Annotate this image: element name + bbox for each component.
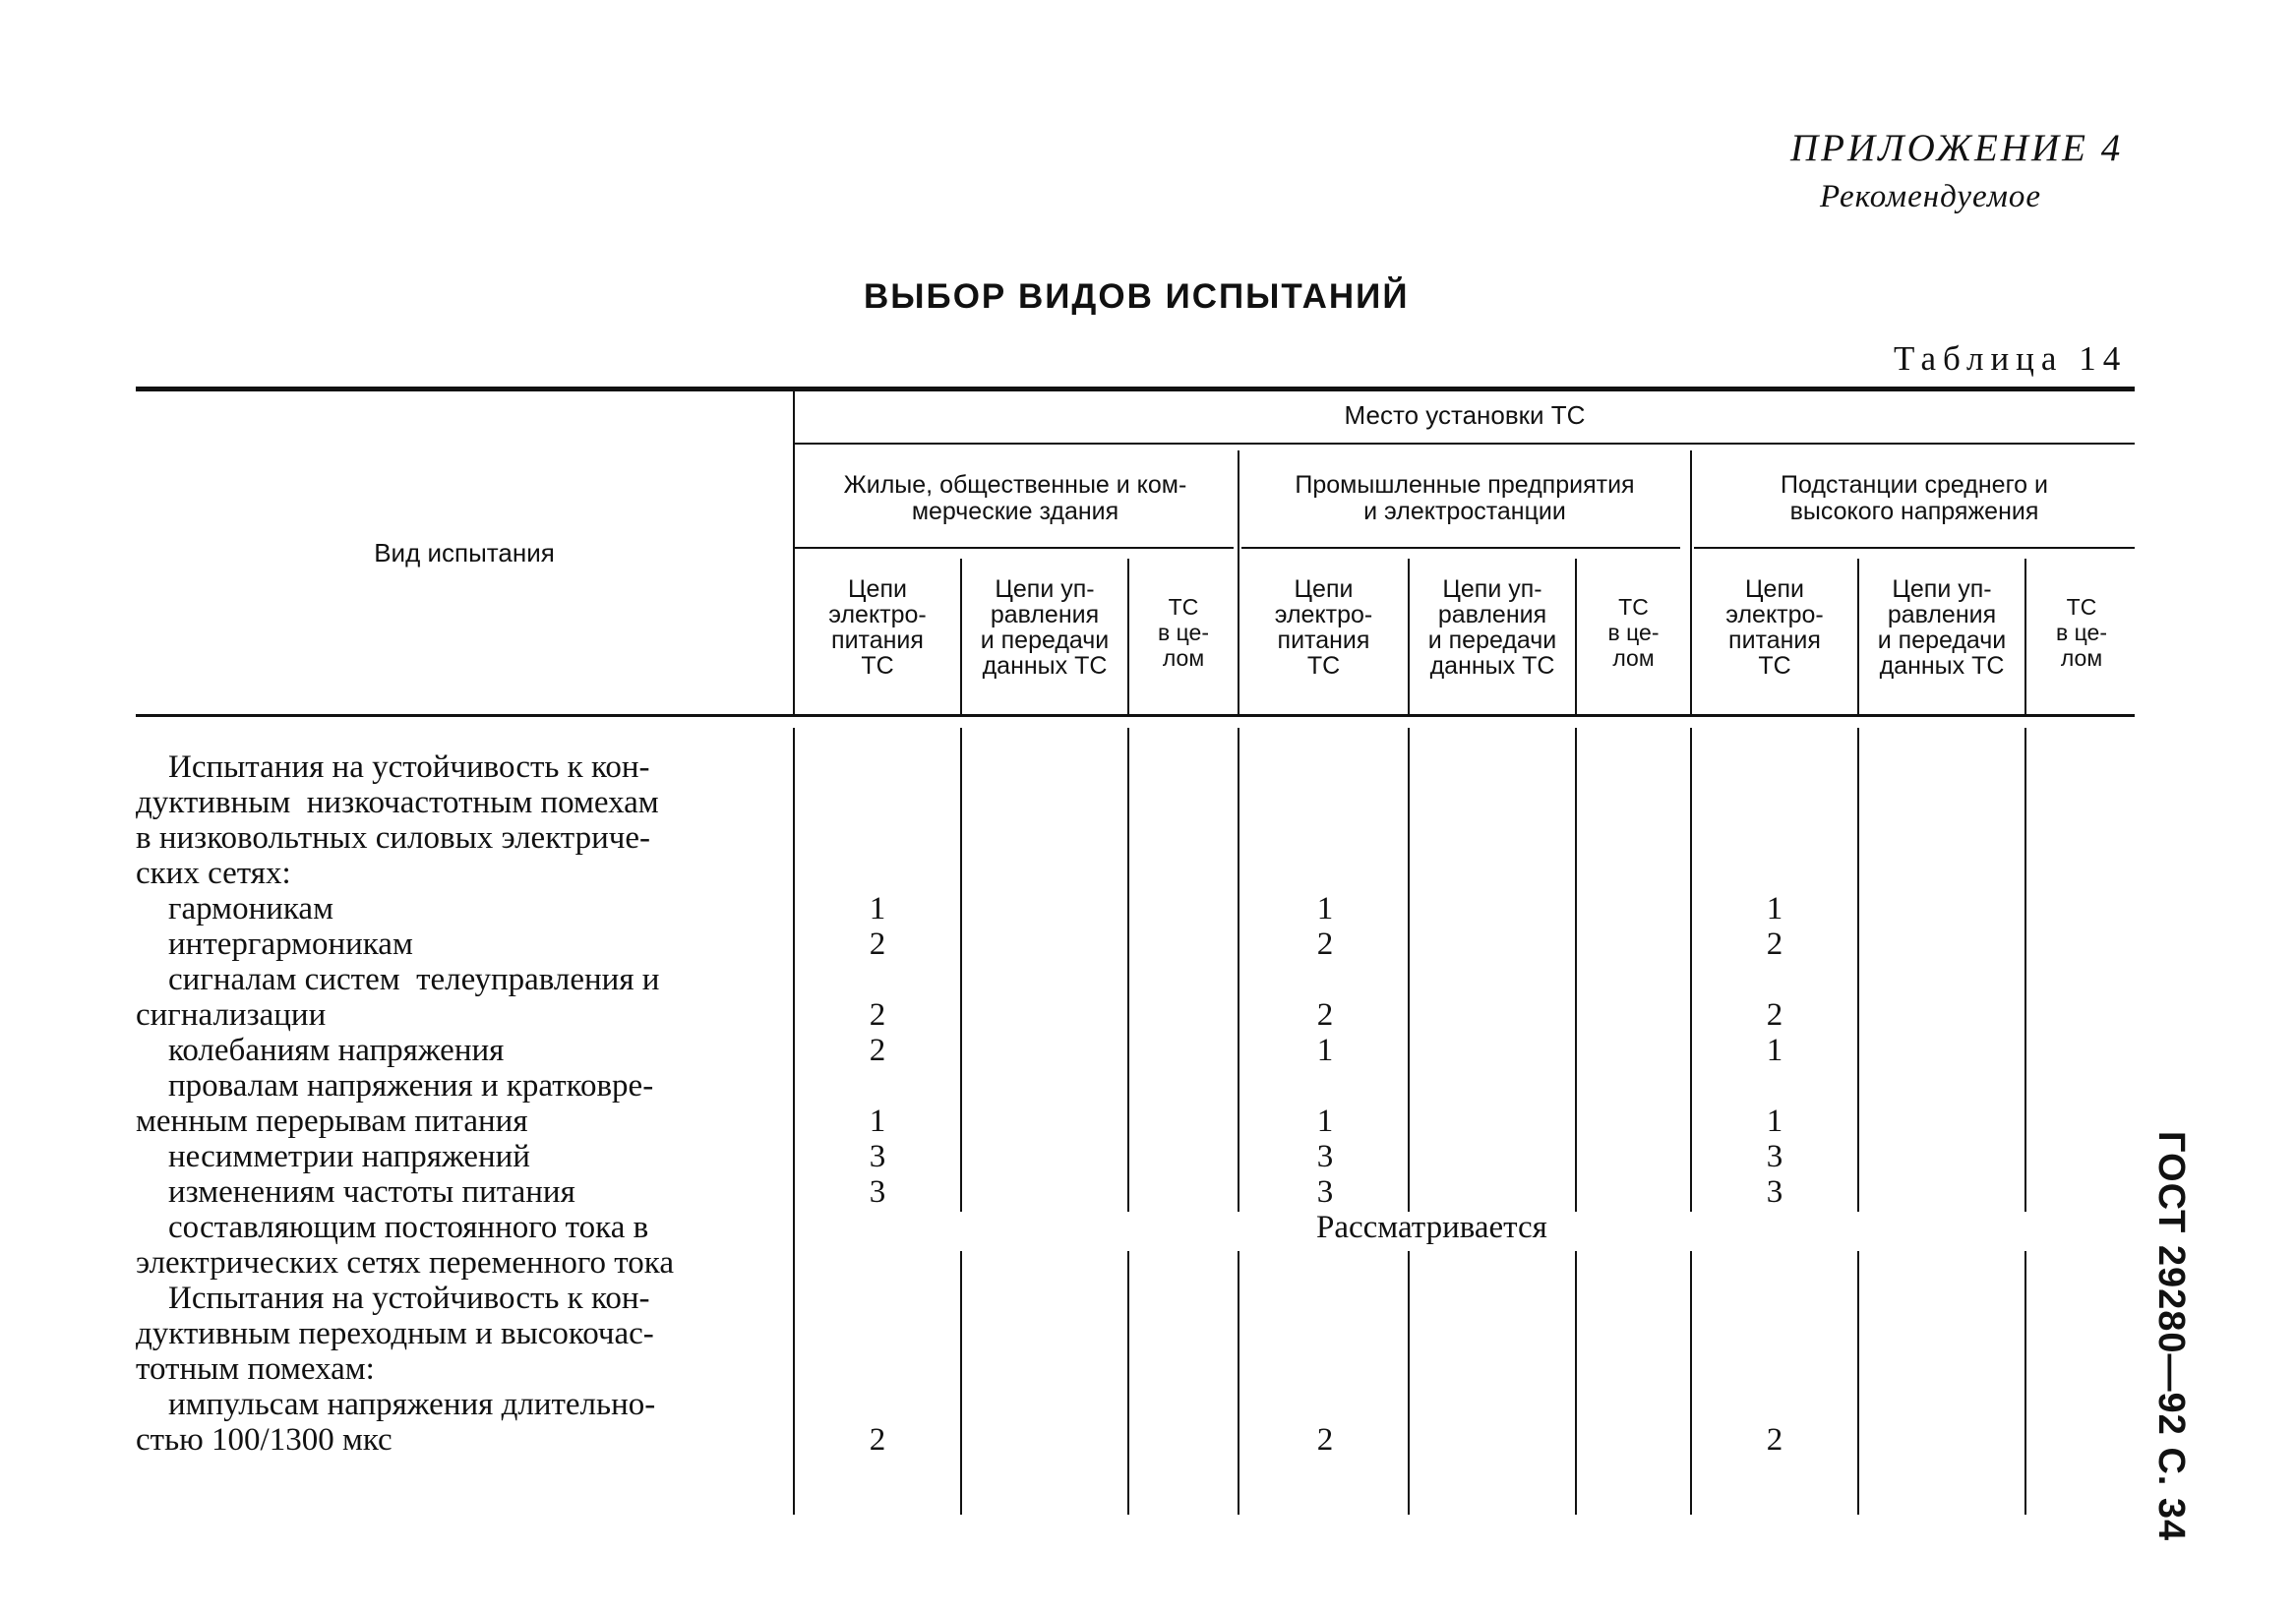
body-line: гармоникам [136, 891, 333, 926]
subcol-header-2-power: Цепи электро- питания ТС [1274, 575, 1373, 680]
value-cell: 2 [1766, 997, 1783, 1033]
value-cell: 2 [1316, 1422, 1334, 1458]
header-bottom-rule [136, 714, 2135, 717]
body-divider-3a-lower [1857, 1251, 1859, 1515]
body-divider-loc-1-lower [1238, 1251, 1239, 1515]
appendix-label: ПРИЛОЖЕНИЕ 4 [1790, 127, 2124, 169]
body-divider-main [793, 728, 795, 1515]
body-line: электрических сетях переменного тока [136, 1245, 674, 1281]
body-divider-loc-1 [1238, 728, 1239, 1212]
value-cell: 1 [1766, 1104, 1783, 1139]
table-number: Таблица 14 [1894, 339, 2128, 378]
location-header-2: Промышленные предприятия и электростанции [1295, 471, 1635, 525]
subcol-header-1-power: Цепи электро- питания ТС [828, 575, 927, 680]
body-line: интергармоникам [136, 926, 413, 962]
subcol-header-3-power: Цепи электро- питания ТС [1725, 575, 1824, 680]
body-divider-3b [2024, 728, 2026, 1212]
body-line: провалам напряжения и кратковре- [136, 1068, 654, 1104]
subcol-header-2-whole: ТС в це- лом [1607, 594, 1660, 671]
value-cell: 2 [869, 997, 886, 1033]
body-line: несимметрии напряжений [136, 1139, 530, 1174]
body-divider-2b [1575, 728, 1577, 1212]
group-header: Место установки ТС [1344, 400, 1586, 430]
value-cell: 3 [1316, 1174, 1334, 1210]
body-divider-1b [1127, 728, 1129, 1212]
body-line: дуктивным переходным и высокочас- [136, 1316, 654, 1351]
subcol-header-3-whole: ТС в це- лом [2056, 594, 2107, 671]
body-line: дуктивным низкочастотным помехам [136, 785, 659, 820]
row-header: Вид испытания [374, 538, 555, 568]
body-divider-2b-lower [1575, 1251, 1577, 1515]
location-rule-1 [795, 547, 1234, 549]
value-cell: 3 [869, 1139, 886, 1174]
value-cell: 3 [1316, 1139, 1334, 1174]
body-divider-3a [1857, 728, 1859, 1212]
body-line: тотным помехам: [136, 1351, 375, 1387]
body-divider-1b-lower [1127, 1251, 1129, 1515]
value-cell: 2 [869, 1033, 886, 1068]
location-header-1: Жилые, общественные и ком- мерческие здания [843, 471, 1187, 525]
page-title: ВЫБОР ВИДОВ ИСПЫТАНИЙ [864, 277, 1410, 316]
side-document-label: ГОСТ 29280—92 С. 34 [2150, 1131, 2192, 1542]
body-line: сигнализации [136, 997, 327, 1033]
value-cell: 1 [869, 1104, 886, 1139]
body-line: изменениям частоты питания [136, 1174, 575, 1210]
body-line: импульсам напряжения длительно- [136, 1387, 656, 1422]
value-cell: 3 [869, 1174, 886, 1210]
body-line: Испытания на устойчивость к кон- [136, 1281, 650, 1316]
body-line: стью 100/1300 мкс [136, 1422, 393, 1458]
value-cell: 1 [1316, 1104, 1334, 1139]
value-cell: 2 [1766, 1422, 1783, 1458]
body-line: колебаниям напряжения [136, 1033, 505, 1068]
body-line: сигналам систем телеуправления и [136, 962, 660, 997]
body-divider-2a [1408, 728, 1410, 1212]
value-cell: 1 [1316, 891, 1334, 926]
value-cell: 2 [869, 926, 886, 962]
subcol-header-1-control: Цепи уп- равления и передачи данных ТС [980, 575, 1110, 680]
value-cell: 3 [1766, 1174, 1783, 1210]
body-divider-1a-lower [960, 1251, 962, 1515]
value-cell: 2 [1766, 926, 1783, 962]
subcol-header-2-control: Цепи уп- равления и передачи данных ТС [1427, 575, 1557, 680]
value-cell: 1 [1316, 1033, 1334, 1068]
body-line: Испытания на устойчивость к кон- [136, 749, 650, 785]
value-cell: 1 [1766, 1033, 1783, 1068]
value-cell: 2 [869, 1422, 886, 1458]
body-divider-3b-lower [2024, 1251, 2026, 1515]
body-line: менным перерывам питания [136, 1104, 528, 1139]
subcol-header-1-whole: ТС в це- лом [1158, 594, 1209, 671]
location-rule-3 [1694, 547, 2135, 549]
recommended-label: Рекомендуемое [1820, 179, 2042, 214]
body-line: в низковольтных силовых электриче- [136, 820, 651, 856]
body-line: составляющим постоянного тока в [136, 1210, 649, 1245]
table-top-rule [136, 387, 2135, 391]
value-cell: 2 [1316, 997, 1334, 1033]
subcol-header-3-control: Цепи уп- равления и передачи данных ТС [1877, 575, 2007, 680]
value-cell: 1 [1766, 891, 1783, 926]
value-cell: 3 [1766, 1139, 1783, 1174]
body-divider-1a [960, 728, 962, 1212]
group-header-rule [795, 443, 2135, 445]
value-cell: 2 [1316, 926, 1334, 962]
value-cell: 1 [869, 891, 886, 926]
body-divider-loc-2-lower [1690, 1251, 1692, 1515]
location-header-3: Подстанции среднего и высокого напряжения [1781, 471, 2048, 525]
body-line: ских сетях: [136, 856, 291, 891]
considered-note: Рассматривается [1316, 1210, 1547, 1245]
body-divider-loc-2 [1690, 728, 1692, 1212]
location-rule-2 [1241, 547, 1680, 549]
body-divider-2a-lower [1408, 1251, 1410, 1515]
